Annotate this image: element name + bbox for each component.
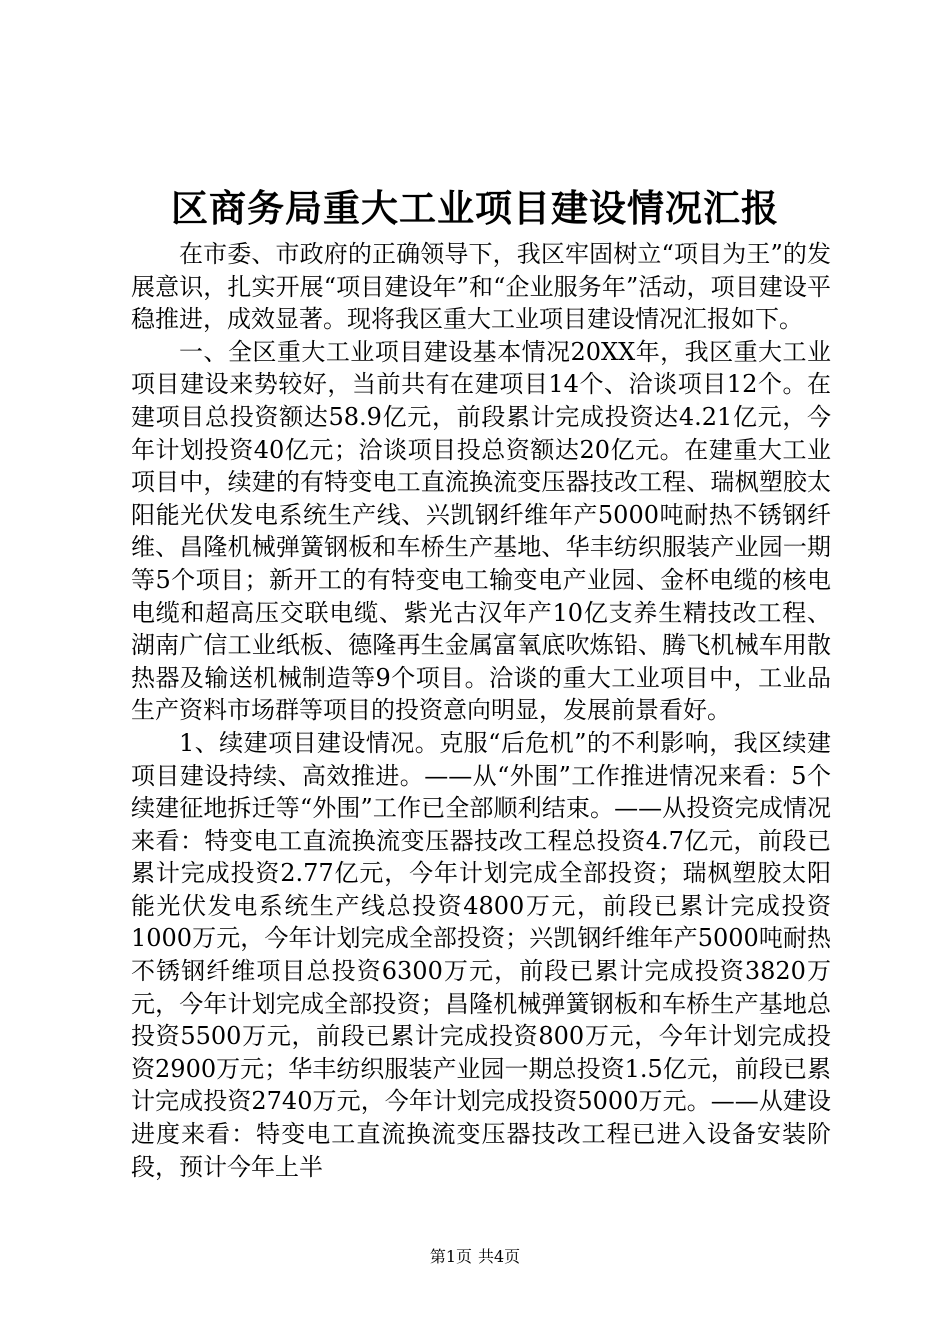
page-total: 共4页	[478, 1247, 521, 1266]
document-title: 区商务局重大工业项目建设情况汇报	[171, 186, 779, 230]
page-number: 第1页	[429, 1247, 472, 1266]
document-body	[131, 238, 831, 1183]
page-footer	[0, 1246, 950, 1268]
paragraph-section-one: 一、全区重大工业项目建设基本情况20XX年，我区重大工业项目建设来势较好，当前共有在建项目14个、洽谈项目12个。在建项目总投资额达58.9亿元，前段累计完成投资达4.21亿元，今年计划投资40亿元；洽谈项目投总资额达20亿元。在建重大工业项目中，续建的有特变电工直流换流变压器技改工程、瑞枫塑胶太阳能光伏发电系统生产线、兴凯钢纤维年产5000吨耐热不锈钢纤维、昌隆机械弹簧钢板和车桥生产基地、华丰纺织服装产业园一期等5个项目；新开工的有特变电工输变电产业园、金杯电缆的核电电缆和超高压交联电缆、紫光古汉年产10亿支养生精技改工程、湖南广信工业纸板、德隆再生金属富氧底吹炼铅、腾飞机械车用散热器及输送机械制造等9个项目。洽谈的重大工业项目中，工业品生产资料市场群等项目的投资意向明显，发展前景看好。	[131, 337, 831, 725]
paragraph-continuing-projects: 1、续建项目建设情况。克服“后危机”的不利影响，我区续建项目建设持续、高效推进。——从“外围”工作推进情况来看：5个续建征地拆迁等“外围”工作已全部顺利结束。——从投资完成情况来看：特变电工直流换流变压器技改工程总投资4.7亿元，前段已累计完成投资2.77亿元，今年计划完成全部投资；瑞枫塑胶太阳能光伏发电系统生产线总投资4800万元，前段已累计完成投资1000万元，今年计划完成全部投资；兴凯钢纤维年产5000吨耐热不锈钢纤维项目总投资6300万元，前段已累计完成投资3820万元，今年计划完成全部投资；昌隆机械弹簧钢板和车桥生产基地总投资5500万元，前段已累计完成投资800万元，今年计划完成投资2900万元；华丰纺织服装产业园一期总投资1.5亿元，前段已累计完成投资2740万元，今年计划完成投资5000万元。——从建设进度来看：特变电工直流换流变压器技改工程已进入设备安装阶段，预计今年上半	[131, 728, 831, 1181]
paragraph-intro: 在市委、市政府的正确领导下，我区牢固树立“项目为王”的发展意识，扎实开展“项目建设年”和“企业服务年”活动，项目建设平稳推进，成效显著。现将我区重大工业项目建设情况汇报如下。	[131, 240, 831, 334]
